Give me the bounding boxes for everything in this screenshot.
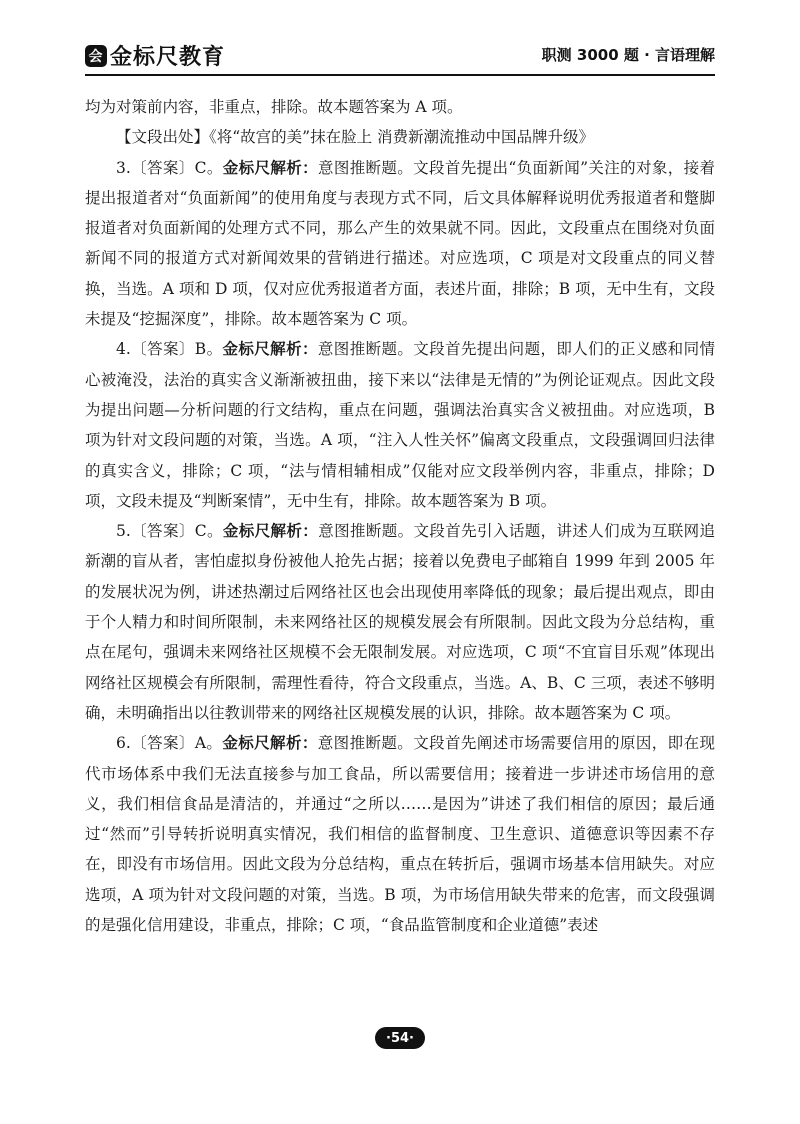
source-citation: 【文段出处】《将“故宫的美”抹在脸上 消费新潮流推动中国品牌升级》 [116,128,595,147]
answer-4-body: 意图推断题。文段首先提出问题，即人们的正义感和同情心被淹没，法治的真实含义渐渐被扭曲，接下来以“法律是无情的”为例论证观点。因此文段为提出问题—分析问题的行文结构，重点在问题，强调法治真实含义被扭曲。对应选项，B 项为针对文段问题的对策，当选。A 项，“注入人性关怀”偏离文段重点，文段强调回归法律的真实含义，排除；C 项，“法与情相辅相成”仅能对应文段举例内容，非重点，排除；D 项，文段未提及“判断案情”，无中生有，排除。故本题答案为 B 项。 [85,340,715,510]
answer-5-label: 金标尺解析： [222,522,319,541]
publisher-logo [85,40,225,71]
page-content [85,92,715,940]
book-title: 职测 3000 题 · 言语理解 [541,46,715,64]
answer-5-prefix: 5.〔答案〕C。 [116,522,223,541]
answer-6-label: 金标尺解析： [222,734,318,753]
answer-4 [85,334,715,516]
answer-4-label: 金标尺解析： [222,340,318,359]
page-number: ·54· [375,1027,425,1049]
answer-6 [85,728,715,940]
answer-5-body: 意图推断题。文段首先引入话题，讲述人们成为互联网追新潮的盲从者，害怕虚拟身份被他人抢先占据；接着以免费电子邮箱自 1999 年到 2005 年的发展状况为例，讲述热潮过后网络社区也会出现使用率降低的现象；最后提出观点，即由于个人精力和时间所限制，未来网络社区的规模发展会有所限制。因此文段为分总结构，重点在尾句，强调未来网络社区规模不会无限制发展。对应选项，C 项“不宜盲目乐观”体现出网络社区规模会有所限制，需理性看待，符合文段重点，当选。A、B、C 三项，表述不够明确，未明确指出以往教训带来的网络社区规模发展的认识，排除。故本题答案为 C 项。 [85,522,715,722]
answer-3-prefix: 3.〔答案〕C。 [116,158,223,177]
header-divider [85,74,715,76]
answer-4-prefix: 4.〔答案〕B。 [116,340,223,359]
answer-3-label: 金标尺解析： [222,158,318,177]
answer-3 [85,153,715,335]
page-header [85,40,715,74]
answer-3-body: 意图推断题。文段首先提出“负面新闻”关注的对象，接着提出报道者对“负面新闻”的使用角度与表现方式不同，后文具体解释说明优秀报道者和蹩脚报道者对负面新闻的处理方式不同，那么产生的效果就不同。因此，文段重点在围绕对负面新闻不同的报道方式对新闻效果的营销进行描述。对应选项，C 项是对文段重点的同义替换，当选。A 项和 D 项，仅对应优秀报道者方面，表述片面，排除；B 项，无中生有，文段未提及“挖掘深度”，排除。故本题答案为 C 项。 [85,158,715,329]
logo-text: 金标尺教育 [110,45,226,70]
answer-6-prefix: 6.〔答案〕A。 [116,734,223,753]
logo-icon: 会 [85,45,107,67]
paragraph-continuation: 均为对策前内容，非重点，排除。故本题答案为 A 项。 [85,98,463,116]
answer-6-body: 意图推断题。文段首先阐述市场需要信用的原因，即在现代市场体系中我们无法直接参与加工食品，所以需要信用；接着进一步讲述市场信用的意义，我们相信食品是清洁的，并通过“之所以……是因为”讲述了我们相信的原因；最后通过“然而”引导转折说明真实情况，我们相信的监督制度、卫生意识、道德意识等因素不存在，即没有市场信用。因此文段为分总结构，重点在转折后，强调市场基本信用缺失。对应选项，A 项为针对文段问题的对策，当选。B 项，为市场信用缺失带来的危害，而文段强调的是强化信用建设，非重点，排除；C 项，“食品监管制度和企业道德”表述 [85,734,715,935]
answer-5 [85,516,715,728]
